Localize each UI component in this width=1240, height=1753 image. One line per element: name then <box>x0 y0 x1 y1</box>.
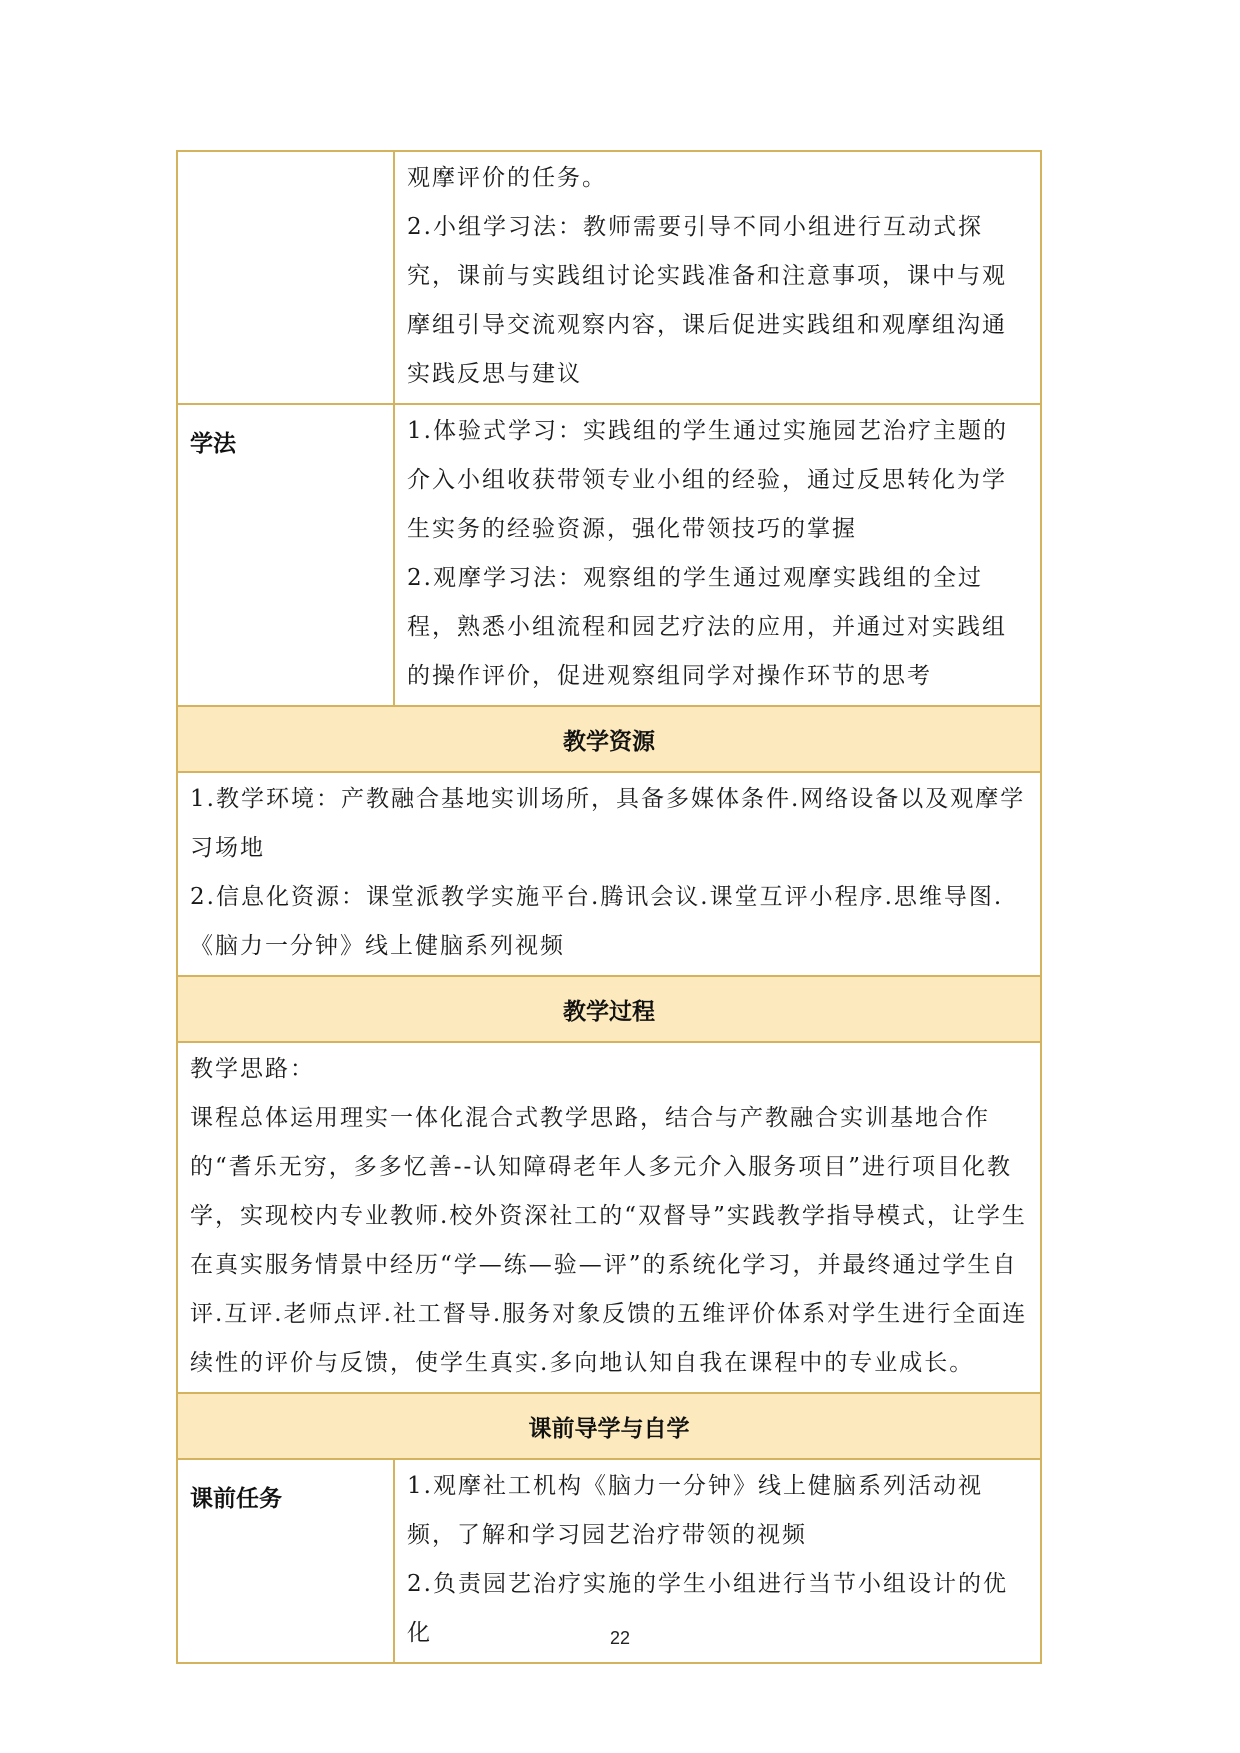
paragraph: 1.观摩社工机构《脑力一分钟》线上健脑系列活动视频，了解和学习园艺治疗带领的视频 <box>407 1473 983 1548</box>
section-header-preclass <box>177 1393 1041 1459</box>
paragraph: 2.负责园艺治疗实施的学生小组进行当节小组设计的优化 <box>407 1571 1008 1646</box>
paragraph: 2.小组学习法：教师需要引导不同小组进行互动式探究，课前与实践组讨论实践准备和注意事项，课中与观摩组引导交流观察内容，课后促进实践组和观摩组沟通实践反思与建议 <box>407 214 1007 387</box>
teaching-plan-table <box>176 150 1042 1664</box>
paragraph: 教学思路： <box>190 1056 315 1082</box>
paragraph: 课程总体运用理实一体化混合式教学思路，结合与产教融合实训基地合作的“耆乐无穷，多多忆善--认知障碍老年人多元介入服务项目”进行项目化教学，实现校内专业教师.校外资深社工的“双督导”实践教学指导模式，让学生在真实服务情景中经历“学—练—验—评”的系统化学习，并最终通过学生自评.互评.老师点评.社工督导.服务对象反馈的五维评价体系对学生进行全面连续性的评价与反馈，使学生真实.多向地认知自我在课程中的专业成长。 <box>190 1105 1028 1376</box>
row-label-xuefa <box>177 404 394 706</box>
row-content-xuefa <box>394 404 1041 706</box>
section-header-cell <box>177 1393 1041 1459</box>
section-title: 课前导学与自学 <box>528 1415 690 1442</box>
paragraph: 1.体验式学习：实践组的学生通过实施园艺治疗主题的介入小组收获带领专业小组的经验，通过反思转化为学生实务的经验资源，强化带领技巧的掌握 <box>407 418 1008 542</box>
row-content-process <box>177 1042 1041 1393</box>
paragraph: 2.信息化资源：课堂派教学实施平台.腾讯会议.课堂互评小程序.思维导图.《脑力一分钟》线上健脑系列视频 <box>190 884 1004 959</box>
paragraph: 观摩评价的任务。 <box>407 165 607 191</box>
row-label-text: 课前任务 <box>190 1486 282 1512</box>
section-title: 教学过程 <box>563 998 655 1025</box>
row-content-continued <box>394 151 1041 404</box>
table-row-xuefa <box>177 404 1041 706</box>
table-row-continued <box>177 151 1041 404</box>
paragraph: 2.观摩学习法：观察组的学生通过观摩实践组的全过程，熟悉小组流程和园艺疗法的应用，并通过对实践组的操作评价，促进观察组同学对操作环节的思考 <box>407 565 1007 689</box>
section-header-cell <box>177 706 1041 772</box>
section-header-cell <box>177 976 1041 1042</box>
page-number: 22 <box>609 1628 631 1648</box>
row-label-empty <box>177 151 394 404</box>
section-header-resources <box>177 706 1041 772</box>
table-row-process <box>177 1042 1041 1393</box>
table-row-resources <box>177 772 1041 976</box>
section-header-process <box>177 976 1041 1042</box>
row-content-resources <box>177 772 1041 976</box>
section-title: 教学资源 <box>563 728 655 755</box>
paragraph: 1.教学环境：产教融合基地实训场所，具备多媒体条件.网络设备以及观摩学习场地 <box>190 786 1026 861</box>
row-label-text: 学法 <box>190 431 236 457</box>
